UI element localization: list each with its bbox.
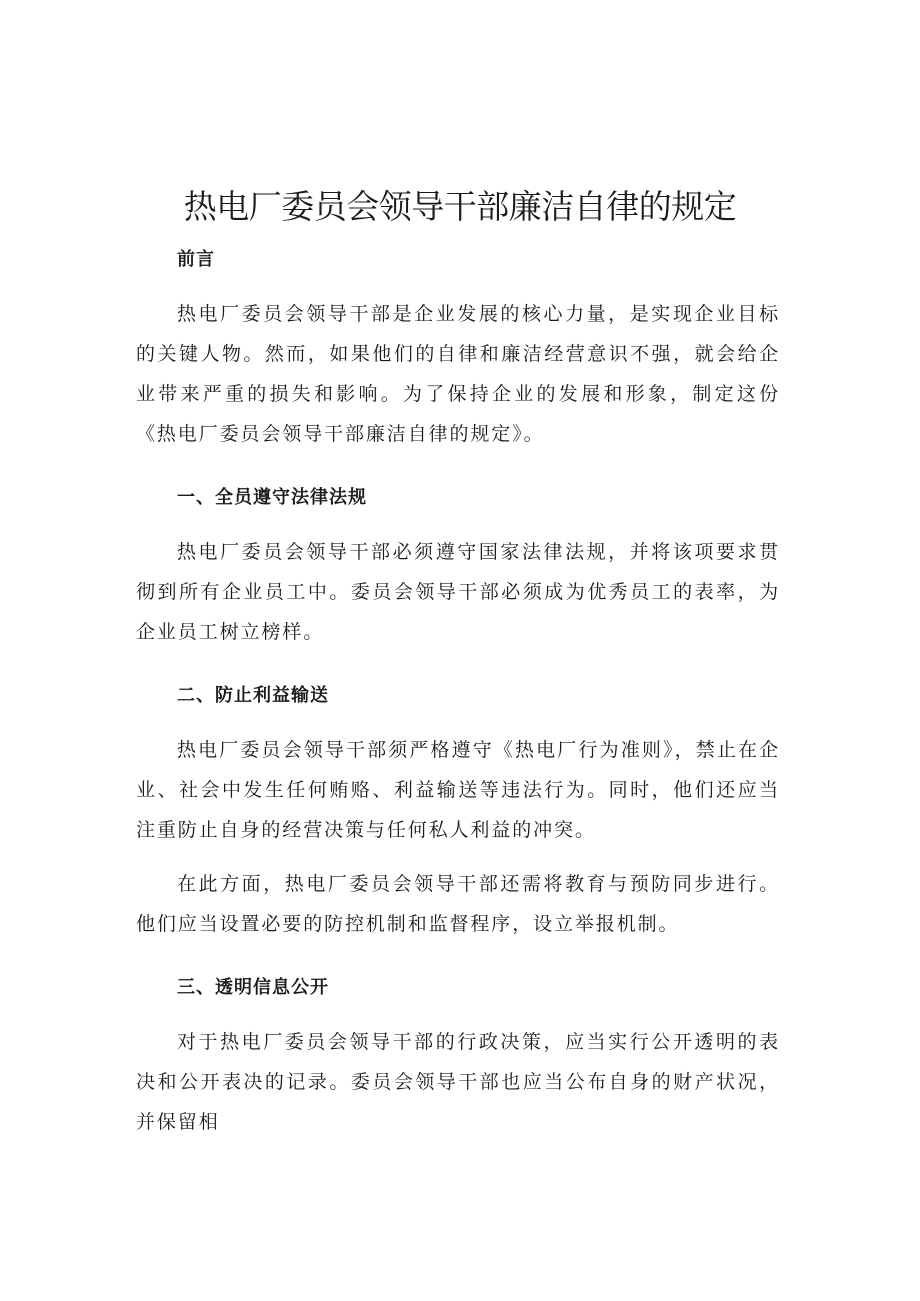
section-2-paragraph-1: 热电厂委员会领导干部须严格遵守《热电厂行为准则》，禁止在企业、社会中发生任何贿赂、利益输送等违法行为。同时，他们还应当注重防止自身的经营决策与任何私人利益的冲突。 bbox=[136, 739, 780, 841]
section-2-paragraph-2: 在此方面，热电厂委员会领导干部还需将教育与预防同步进行。他们应当设置必要的防控机制和监督程序，设立举报机制。 bbox=[136, 873, 780, 935]
document-body bbox=[136, 240, 780, 1142]
document-title: 热电厂委员会领导干部廉洁自律的规定 bbox=[183, 187, 737, 226]
section-2-heading: 二、防止利益输送 bbox=[177, 685, 329, 706]
preface-paragraph: 热电厂委员会领导干部是企业发展的核心力量，是实现企业目标的关键人物。然而，如果他们的自律和廉洁经营意识不强，就会给企业带来严重的损失和影响。为了保持企业的发展和形象，制定这份《热电厂委员会领导干部廉洁自律的规定》。 bbox=[136, 303, 780, 445]
section-3-paragraph: 对于热电厂委员会领导干部的行政决策，应当实行公开透明的表决和公开表决的记录。委员会领导干部也应当公布自身的财产状况，并保留相 bbox=[136, 1031, 780, 1133]
preface-heading: 前言 bbox=[177, 249, 215, 270]
section-1-paragraph: 热电厂委员会领导干部必须遵守国家法律法规，并将该项要求贯彻到所有企业员工中。委员会领导干部必须成为优秀员工的表率，为企业员工树立榜样。 bbox=[136, 541, 780, 643]
section-1-heading: 一、全员遵守法律法规 bbox=[177, 487, 367, 508]
section-3-heading: 三、透明信息公开 bbox=[177, 977, 329, 998]
